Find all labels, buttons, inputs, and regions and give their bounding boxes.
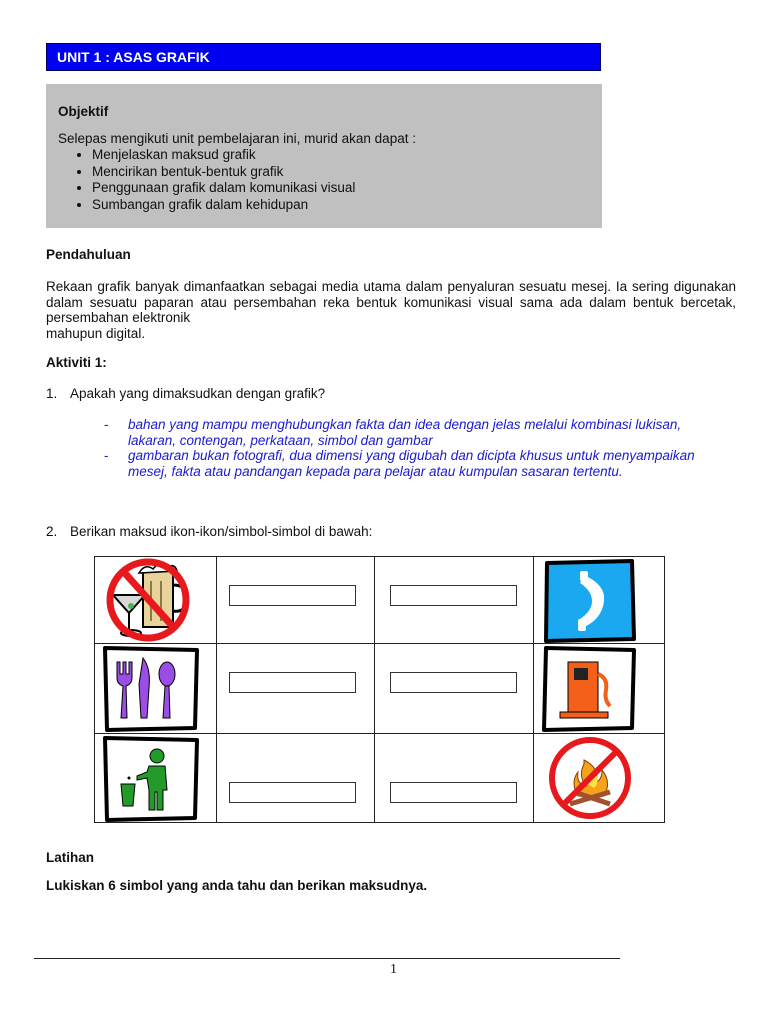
objective-list xyxy=(58,147,602,213)
answer-cell xyxy=(375,557,534,644)
answer-text: bahan yang mampu menghubungkan fakta dan idea dengan jelas melalui kombinasi lukisan, lakaran, contengan, perkataan, simbol dan gambar xyxy=(128,417,682,448)
answer-cell xyxy=(217,644,375,734)
intro-paragraph xyxy=(46,279,736,341)
question-1 xyxy=(46,386,325,401)
telephone-icon xyxy=(534,557,664,643)
icon-cell xyxy=(534,557,665,644)
activity-heading: Aktiviti 1: xyxy=(46,355,107,370)
answer-item xyxy=(104,448,704,479)
answer-cell xyxy=(217,734,375,823)
answer-item xyxy=(104,417,704,448)
icon-cell xyxy=(534,644,665,734)
table-row xyxy=(95,644,665,734)
dash-bullet: - xyxy=(104,417,109,432)
page-number: 1 xyxy=(390,962,397,977)
icon-cell xyxy=(95,644,217,734)
objective-box xyxy=(46,84,602,228)
cutlery-icon xyxy=(95,644,216,733)
answer-blank-box[interactable] xyxy=(390,782,517,803)
answer-blank-box[interactable] xyxy=(229,782,356,803)
unit-title-banner: UNIT 1 : ASAS GRAFIK xyxy=(46,43,601,71)
objective-item: • Sumbangan grafik dalam kehidupan xyxy=(92,197,602,214)
icon-table xyxy=(94,556,665,823)
intro-line: Rekaan grafik banyak dimanfaatkan sebagai media utama dalam penyaluran sesuatu mesej. Ia sering digunakan dalam sesuatu paparan atau persembahan reka bentuk komunikasi visual sama ada dalam bentuk bercetak, persembahan elektronik xyxy=(46,279,736,325)
objective-title: Objektif xyxy=(58,104,109,119)
answer-text: gambaran bukan fotografi, dua dimensi yang digubah dan dicipta khusus untuk menyampaikan mesej, fakta atau pandangan kepada para pelajar atau kumpulan sasaran tertentu. xyxy=(128,448,695,479)
question-text: Berikan maksud ikon-ikon/simbol-simbol di bawah: xyxy=(70,524,373,539)
answer-list xyxy=(104,417,704,479)
question-text: Apakah yang dimaksudkan dengan grafik? xyxy=(70,386,326,401)
icon-cell xyxy=(95,734,217,823)
dash-bullet: - xyxy=(104,448,109,463)
table-row xyxy=(95,734,665,823)
exercise-instruction: Lukiskan 6 simbol yang anda tahu dan berikan maksudnya. xyxy=(46,878,428,893)
no-alcohol-icon xyxy=(95,557,216,643)
fuel-pump-icon xyxy=(534,644,664,733)
objective-item: • Mencirikan bentuk-bentuk grafik xyxy=(92,164,602,181)
answer-blank-box[interactable] xyxy=(390,672,517,693)
intro-line: mahupun digital. xyxy=(46,325,146,341)
litter-bin-icon xyxy=(95,734,216,822)
objective-intro: Selepas mengikuti unit pembelajaran ini, murid akan dapat : xyxy=(58,131,416,146)
footer-divider xyxy=(34,958,620,959)
icon-cell xyxy=(95,557,217,644)
no-fire-icon xyxy=(534,734,664,822)
answer-cell xyxy=(217,557,375,644)
answer-cell xyxy=(375,644,534,734)
question-number: 1. xyxy=(46,386,58,401)
answer-blank-box[interactable] xyxy=(229,672,356,693)
answer-cell xyxy=(375,734,534,823)
table-row xyxy=(95,557,665,644)
intro-heading: Pendahuluan xyxy=(46,247,131,262)
icon-cell xyxy=(534,734,665,823)
answer-blank-box[interactable] xyxy=(390,585,517,606)
objective-item: • Penggunaan grafik dalam komunikasi visual xyxy=(92,180,602,197)
question-number: 2. xyxy=(46,524,58,539)
exercise-heading: Latihan xyxy=(46,850,95,865)
objective-item: • Menjelaskan maksud grafik xyxy=(92,147,602,164)
question-2 xyxy=(46,524,372,539)
answer-blank-box[interactable] xyxy=(229,585,356,606)
